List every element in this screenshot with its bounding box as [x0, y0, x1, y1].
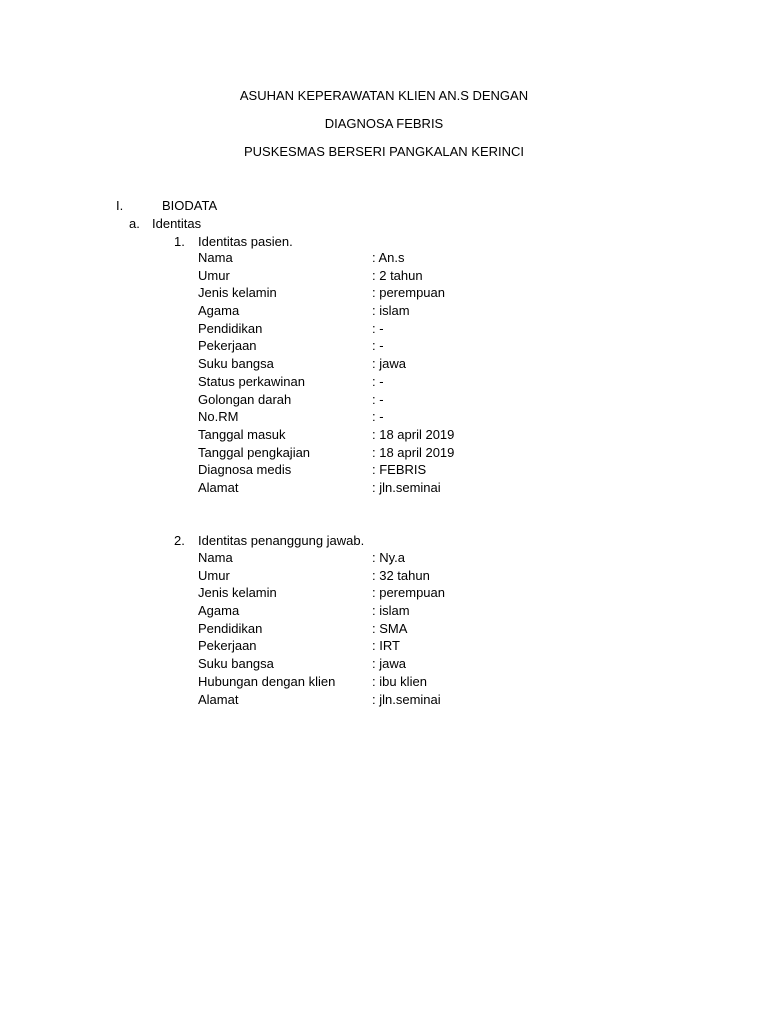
section-number: I.	[116, 198, 124, 213]
field-value: : jln.seminai	[372, 691, 441, 707]
list-item	[198, 567, 498, 585]
field-value: : ibu klien	[372, 673, 427, 689]
list-item	[198, 479, 498, 497]
field-value: : jawa	[372, 356, 406, 372]
list-item	[198, 337, 498, 355]
field-label: Umur	[198, 267, 230, 283]
list-item	[198, 602, 498, 620]
field-label: Alamat	[198, 479, 239, 495]
list-item	[198, 284, 498, 302]
patient-list-number: 1.	[174, 234, 185, 249]
field-value: : -	[372, 338, 384, 354]
list-item	[198, 549, 498, 567]
field-label: Diagnosa medis	[198, 462, 292, 478]
field-label: Agama	[198, 303, 240, 319]
subsection-letter: a.	[129, 216, 140, 231]
field-value: : SMA	[372, 620, 408, 636]
field-label: Suku bangsa	[198, 356, 274, 372]
list-item	[198, 302, 498, 320]
field-value: : jln.seminai	[372, 479, 441, 495]
list-item	[198, 391, 498, 409]
field-value: : 2 tahun	[372, 267, 423, 283]
field-label: Tanggal pengkajian	[198, 444, 311, 460]
field-label: Jenis kelamin	[198, 285, 277, 301]
field-value: : 18 april 2019	[372, 444, 455, 460]
list-item	[198, 249, 498, 267]
list-item	[198, 637, 498, 655]
list-item	[198, 320, 498, 338]
field-label: No.RM	[198, 409, 239, 425]
patient-identity-list	[198, 249, 498, 497]
list-item	[198, 673, 498, 691]
field-value: : FEBRIS	[372, 462, 427, 478]
field-label: Pendidikan	[198, 620, 263, 636]
list-item	[198, 584, 498, 602]
field-label: Nama	[198, 550, 233, 565]
field-label: Golongan darah	[198, 391, 292, 407]
guardian-list-number: 2.	[174, 533, 185, 548]
list-item	[198, 620, 498, 638]
document-title-line-1: ASUHAN KEPERAWATAN KLIEN AN.S DENGAN	[239, 88, 529, 103]
field-label: Nama	[198, 250, 233, 265]
patient-heading: Identitas pasien.	[198, 234, 293, 249]
field-label: Agama	[198, 603, 240, 619]
field-value: : IRT	[372, 638, 400, 654]
list-item	[198, 444, 498, 462]
field-value: : islam	[372, 603, 410, 619]
field-value: : -	[372, 391, 384, 407]
field-label: Tanggal masuk	[198, 426, 286, 442]
field-label: Suku bangsa	[198, 656, 274, 672]
field-value: : jawa	[372, 656, 406, 672]
field-value: : An.s	[372, 250, 405, 265]
field-label: Umur	[198, 567, 230, 583]
list-item	[198, 691, 498, 709]
field-label: Pekerjaan	[198, 338, 257, 354]
field-value: : -	[372, 320, 384, 336]
field-label: Status perkawinan	[198, 373, 305, 389]
section-title: BIODATA	[162, 198, 218, 213]
field-label: Jenis kelamin	[198, 585, 277, 601]
list-item	[198, 408, 498, 426]
document-title-line-3: PUSKESMAS BERSERI PANGKALAN KERINCI	[243, 144, 525, 159]
field-value: : -	[372, 409, 384, 425]
field-value: : Ny.a	[372, 550, 405, 565]
field-label: Pendidikan	[198, 320, 263, 336]
field-value: : islam	[372, 303, 410, 319]
field-value: : perempuan	[372, 585, 445, 601]
list-item	[198, 461, 498, 479]
list-item	[198, 655, 498, 673]
subsection-title: Identitas	[152, 216, 202, 231]
guardian-heading: Identitas penanggung jawab.	[198, 533, 365, 548]
list-item	[198, 267, 498, 285]
list-item	[198, 426, 498, 444]
field-label: Alamat	[198, 691, 239, 707]
guardian-identity-list	[198, 549, 498, 708]
field-label: Hubungan dengan klien	[198, 673, 336, 689]
list-item	[198, 355, 498, 373]
document-title-line-2: DIAGNOSA FEBRIS	[324, 116, 444, 131]
list-item	[198, 373, 498, 391]
field-value: : 18 april 2019	[372, 426, 455, 442]
field-value: : -	[372, 373, 384, 389]
field-value: : perempuan	[372, 285, 445, 301]
field-value: : 32 tahun	[372, 567, 430, 583]
field-label: Pekerjaan	[198, 638, 257, 654]
